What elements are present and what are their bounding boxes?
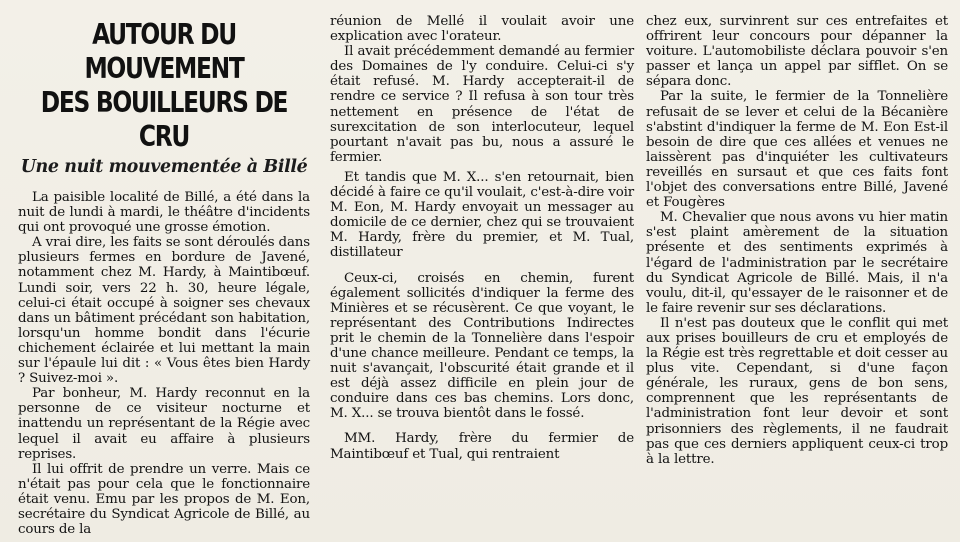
paragraph: Par bonheur, M. Hardy reconnut en la personne de ce visiteur nocturne et inattendu un représentant de la Régie avec lequel il avait eu affaire à plusieurs reprises. [18,386,310,462]
subheadline: Une nuit mouvementée à Billé [20,157,308,177]
article-column-2 [330,14,634,542]
paragraph: Et tandis que M. X... s'en retournait, bien décidé à faire ce qu'il voulait, c'est-à-dire voir M. Eon, M. Hardy envoyait un messager au domicile de ce dernier, chez qui se trouvaient M. Hardy, frère du premier, et M. Tual, distillateur [330,169,634,261]
paragraph: MM. Hardy, frère du fermier de Maintibœuf et Tual, qui rentraient [330,431,634,462]
headline [20,18,309,154]
paragraph: Il avait précédemment demandé au fermier des Domaines de l'y conduire. Celui-ci s'y était refusé. M. Hardy accepterait-il de rendre ce service ? Il refusa à son tour très nettement en présence de l'état de surexcitation de son interlocuteur, lequel pourtant n'avait pas bu, nous a assuré le fermier. [330,44,634,165]
headline-line-2: DES BOUILLEURS DE CRU [40,86,288,153]
paragraph: chez eux, survinrent sur ces entrefaites et offrirent leur concours pour dépanner la voiture. L'automobiliste déclara pouvoir s'en passer et lança un appel par sifflet. On se sépara donc. [646,14,948,90]
paragraph: A vrai dire, les faits se sont déroulés dans plusieurs fermes en bordure de Javené, notamment chez M. Hardy, à Maintibœuf. Lundi soir, vers 22 h. 30, heure légale, celui-ci était occupé à soigner ses chevaux dans un bâtiment précédant son habitation, lorsqu'un homme bondit dans l'écurie chichement éclairée et lui mettant la main sur l'épaule lui dit : « Vous êtes bien Hardy ? Suivez-moi ». [18,235,310,387]
article-column-3 [646,14,948,542]
article-column-1 [18,14,310,542]
paragraph: réunion de Mellé il voulait avoir une explication avec l'orateur. [330,14,634,45]
paragraph: Ceux-ci, croisés en chemin, furent également sollicités d'indiquer la ferme des Minières et se récusèrent. Ce que voyant, le représentant des Contributions Indirectes prit le chemin de la Tonnelière dans l'espoir d'une chance meilleure. Pendant ce temps, la nuit s'avançait, l'obscurité était grande et il est déjà assez difficile en plein jour de conduire dans ces bas chemins. Lors donc, M. X... se trouva bientôt dans le fossé. [330,270,634,422]
paragraph: Il lui offrit de prendre un verre. Mais ce n'était pas pour cela que le fonctionnaire était venu. Emu par les propos de M. Eon, secrétaire du Syndicat Agricole de Billé, au cours de la [18,461,310,538]
headline-line-1: AUTOUR DU MOUVEMENT [84,18,244,85]
paragraph: Par la suite, le fermier de la Tonnelière refusait de se lever et celui de la Bécanière s'abstint d'indiquer la ferme de M. Eon Est-il besoin de dire que ces allées et venues ne laissèrent pas d'inquiéter les cultivateurs reveillés en sursaut et que ces faits font l'objet des conversations entre Billé, Javené et Fougères [646,89,948,211]
paragraph: Il n'est pas douteux que le conflit qui met aux prises bouilleurs de cru et employés de la Régie est très regrettable et doit cesser au plus vite. Cependant, si d'une façon générale, les ruraux, gens de bon sens, comprennent que les représentants de l'administration font leur devoir et sont prisonniers des règlements, il ne faudrait pas que ces derniers appliquent ceux-ci trop à la lettre. [646,315,948,467]
paragraph: M. Chevalier que nous avons vu hier matin s'est plaint amèrement de la situation présente et des sentiments exprimés à l'égard de l'administration par le secrétaire du Syndicat Agricole de Billé. Mais, il n'a voulu, dit-il, qu'essayer de le raisonner et de le faire revenir sur ses déclarations. [646,210,948,316]
paragraph: La paisible localité de Billé, a été dans la nuit de lundi à mardi, le théâtre d'incidents qui ont provoqué une grosse émotion. [18,190,310,236]
